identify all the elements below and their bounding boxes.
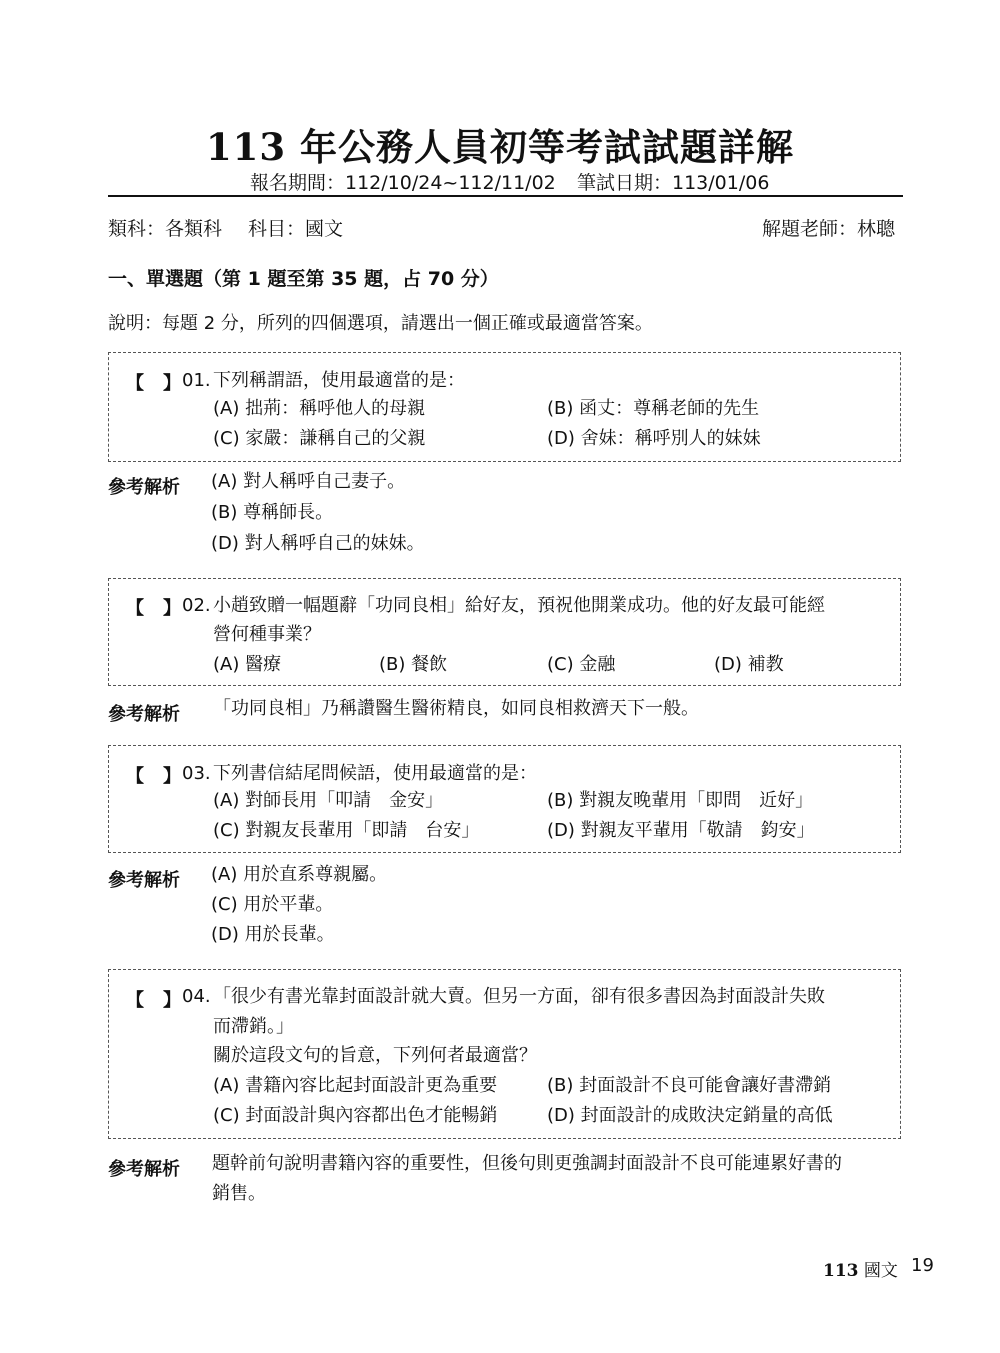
- answer-bracket-close: 】: [163, 373, 181, 394]
- instruction: 說明：每題 2 分，所列的四個選項，請選出一個正確或最適當答案。: [108, 313, 653, 334]
- registration-period: 報名期間：112/10/24~112/11/02: [250, 172, 556, 194]
- answer-label: 參考解析: [108, 1159, 180, 1180]
- option-b: (B) 對親友晚輩用「即問 近好」: [547, 790, 814, 811]
- answer-bracket-close: 】: [163, 990, 181, 1011]
- answer-line: (D) 對人稱呼自己的妹妹。: [211, 533, 425, 554]
- option-a: (A) 拙荊：稱呼他人的母親: [213, 398, 426, 419]
- option-d: (D) 補教: [714, 654, 784, 675]
- footer-subject-text: 國文: [863, 1261, 898, 1281]
- answer-line: (C) 用於平輩。: [211, 894, 334, 915]
- question-stem: 關於這段文句的旨意，下列何者最適當？: [213, 1045, 537, 1066]
- answer-line: 「功同良相」乃稱讚醫生醫術精良，如同良相救濟天下一般。: [213, 698, 699, 719]
- answer-line: 銷售。: [212, 1183, 266, 1204]
- answer-label: 參考解析: [108, 477, 180, 498]
- answer-label: 參考解析: [108, 870, 180, 891]
- question-stem: 下列稱謂語，使用最適當的是：: [213, 370, 465, 391]
- answer-line: 題幹前句說明書籍內容的重要性，但後句則更強調封面設計不良可能連累好書的: [212, 1153, 842, 1174]
- question-stem: 小趙致贈一幅題辭「功同良相」給好友，預祝他開業成功。他的好友最可能經: [213, 595, 825, 616]
- answer-bracket-open: 【: [126, 373, 144, 394]
- answer-line: (A) 用於直系尊親屬。: [211, 864, 388, 885]
- option-b: (B) 函丈：尊稱老師的先生: [547, 398, 760, 419]
- answer-line: (A) 對人稱呼自己妻子。: [211, 471, 406, 492]
- option-b: (B) 餐飲: [379, 654, 448, 675]
- option-a: (A) 書籍內容比起封面設計更為重要: [213, 1075, 498, 1096]
- answer-line: (B) 尊稱師長。: [211, 502, 334, 523]
- subject: 科目：國文: [248, 218, 344, 240]
- option-c: (C) 對親友長輩用「即請 台安」: [213, 820, 480, 841]
- answer-bracket-close: 】: [163, 766, 181, 787]
- question-stem: 「很少有書光靠封面設計就大賣。但另一方面，卻有很多書因為封面設計失敗: [213, 986, 825, 1007]
- page-title: 113 年公務人員初等考試試題詳解: [205, 125, 795, 169]
- answer-bracket-close: 】: [163, 598, 181, 619]
- question-number: 04.: [182, 986, 211, 1007]
- footer-year: 113: [823, 1261, 859, 1281]
- option-b: (B) 封面設計不良可能會讓好書滯銷: [547, 1075, 832, 1096]
- answer-bracket-open: 【: [126, 766, 144, 787]
- header-divider: [108, 195, 903, 197]
- question-stem: 營何種事業？: [213, 624, 321, 645]
- page-number: 19: [911, 1255, 934, 1276]
- question-stem: 而滯銷。」: [213, 1016, 294, 1037]
- answer-bracket-open: 【: [126, 990, 144, 1011]
- answer-line: (D) 用於長輩。: [211, 924, 335, 945]
- question-stem: 下列書信結尾問候語，使用最適當的是：: [213, 763, 537, 784]
- option-c: (C) 金融: [547, 654, 616, 675]
- option-c: (C) 家嚴：謙稱自己的父親: [213, 428, 426, 449]
- option-c: (C) 封面設計與內容都出色才能暢銷: [213, 1105, 498, 1126]
- section-title: 一、單選題（第 1 題至第 35 題，占 70 分）: [108, 268, 499, 290]
- option-d: (D) 舍妹：稱呼別人的妹妹: [547, 428, 761, 449]
- option-a: (A) 醫療: [213, 654, 282, 675]
- teacher: 解題老師：林聰: [762, 218, 896, 240]
- question-number: 02.: [182, 595, 211, 616]
- option-a: (A) 對師長用「叩請 金安」: [213, 790, 444, 811]
- option-d: (D) 對親友平輩用「敬請 鈞安」: [547, 820, 815, 841]
- option-d: (D) 封面設計的成敗決定銷量的高低: [547, 1105, 833, 1126]
- question-number: 01.: [182, 370, 211, 391]
- exam-date: 筆試日期：113/01/06: [577, 172, 770, 194]
- footer-subject: [823, 1256, 898, 1281]
- answer-label: 參考解析: [108, 704, 180, 725]
- category: 類科：各類科: [108, 218, 223, 240]
- answer-bracket-open: 【: [126, 598, 144, 619]
- question-number: 03.: [182, 763, 211, 784]
